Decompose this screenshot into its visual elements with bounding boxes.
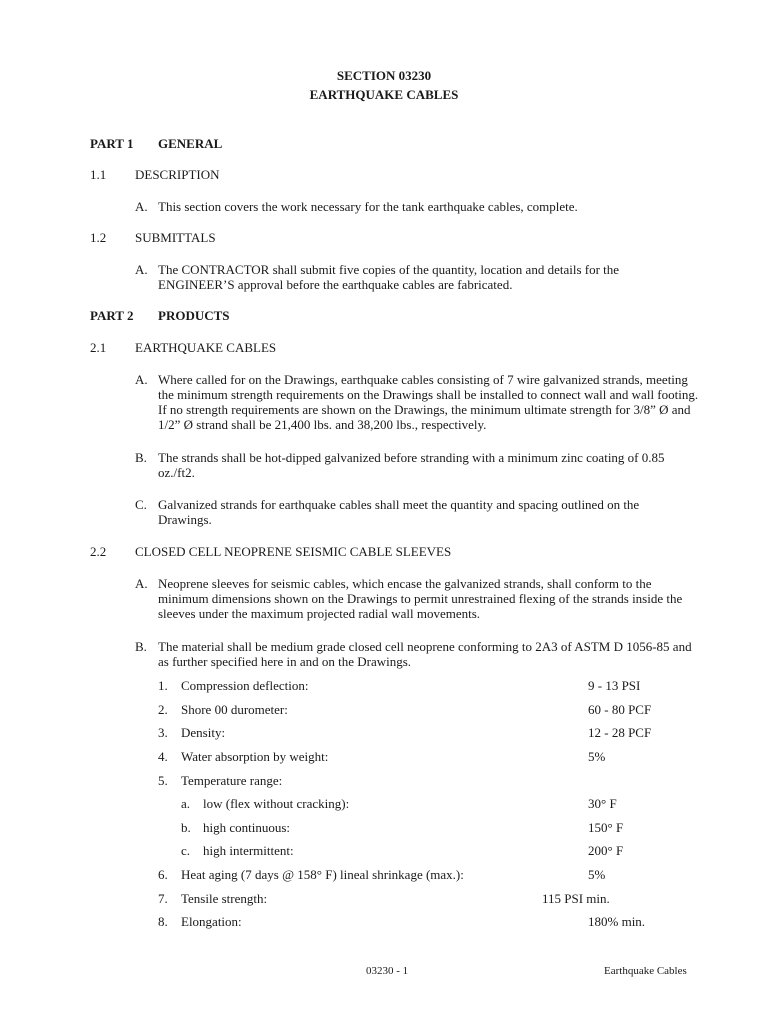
section-1-1-number: 1.1 — [90, 167, 107, 182]
subproperty-letter: c. — [181, 843, 191, 858]
subproperty-letter: a. — [181, 796, 191, 811]
property-number: 4. — [158, 749, 168, 764]
footer-page-number: 03230 - 1 — [366, 965, 409, 977]
subproperty-letter: b. — [181, 820, 191, 835]
section-2-2-title: CLOSED CELL NEOPRENE SEISMIC CABLE SLEEVES — [135, 544, 452, 559]
part2-label: PART 2 — [90, 308, 134, 323]
subproperty-label: high continuous: — [203, 820, 291, 835]
section-2-1-title: EARTHQUAKE CABLES — [135, 340, 277, 355]
part1-label: PART 1 — [90, 136, 134, 151]
footer-title: Earthquake Cables — [604, 965, 687, 977]
property-label: Tensile strength: — [181, 891, 268, 906]
property-label: Temperature range: — [181, 773, 283, 788]
paragraph-2-1-c: Galvanized strands for earthquake cables shall meet the quantity and spacing outlined on the Drawings. — [158, 497, 640, 527]
item-marker: A. — [135, 262, 148, 277]
property-number: 5. — [158, 773, 168, 788]
property-label: Density: — [181, 725, 226, 740]
subproperty-value: 30° F — [588, 796, 617, 811]
paragraph-1-2-a: The CONTRACTOR shall submit five copies of the quantity, location and details for the ENGINEER’S approval before the earthquake cables are fabricated. — [158, 262, 620, 292]
property-value: 5% — [588, 867, 606, 882]
section-title: EARTHQUAKE CABLES — [309, 87, 459, 102]
property-value: 5% — [588, 749, 606, 764]
subproperty-value: 200° F — [588, 843, 624, 858]
property-number: 2. — [158, 702, 168, 717]
property-number: 1. — [158, 678, 168, 693]
paragraph-2-2-a: Neoprene sleeves for seismic cables, which encase the galvanized strands, shall conform to the minimum dimensions shown on the Drawings to permit unrestrained flexing of the strands inside the sleeves under the maximum projected radial wall movements. — [158, 576, 683, 621]
part2-title: PRODUCTS — [158, 308, 230, 323]
item-marker: A. — [135, 199, 148, 214]
section-2-1-number: 2.1 — [90, 340, 107, 355]
property-number: 3. — [158, 725, 168, 740]
property-value: 12 - 28 PCF — [588, 725, 652, 740]
property-number: 8. — [158, 914, 168, 929]
property-value: 180% min. — [588, 914, 646, 929]
subproperty-label: high intermittent: — [203, 843, 294, 858]
property-value: 115 PSI min. — [542, 891, 610, 906]
section-1-1-title: DESCRIPTION — [135, 167, 220, 182]
property-value: 60 - 80 PCF — [588, 702, 652, 717]
section-1-2-number: 1.2 — [90, 230, 107, 245]
section-number: SECTION 03230 — [336, 68, 432, 83]
paragraph-2-1-b: The strands shall be hot-dipped galvanized before stranding with a minimum zinc coating of 0.85 oz./ft2. — [158, 450, 665, 480]
item-marker: B. — [135, 639, 147, 654]
subproperty-label: low (flex without cracking): — [203, 796, 350, 811]
property-label: Shore 00 durometer: — [181, 702, 288, 717]
item-marker: C. — [135, 497, 147, 512]
property-label: Heat aging (7 days @ 158° F) lineal shrinkage (max.): — [181, 867, 464, 882]
subproperty-value: 150° F — [588, 820, 624, 835]
property-value: 9 - 13 PSI — [588, 678, 641, 693]
property-label: Compression deflection: — [181, 678, 309, 693]
property-number: 7. — [158, 891, 168, 906]
item-marker: B. — [135, 450, 147, 465]
paragraph-2-1-a: Where called for on the Drawings, earthquake cables consisting of 7 wire galvanized strands, meeting the minimum strength requirements on the Drawings shall be installed to connect wall and wall footing. If no strength requirements are shown on the Drawings, the minimum ultimate strength for 3/8” Ø and 1/2” Ø strand shall be 21,400 lbs. and 38,200 lbs., respectively. — [158, 372, 699, 432]
item-marker: A. — [135, 576, 148, 591]
item-marker: A. — [135, 372, 148, 387]
paragraph-1-1-a: This section covers the work necessary for the tank earthquake cables, complete. — [158, 199, 578, 214]
section-1-2-title: SUBMITTALS — [135, 230, 216, 245]
property-number: 6. — [158, 867, 168, 882]
paragraph-2-2-b: The material shall be medium grade closed cell neoprene conforming to 2A3 of ASTM D 1056-85 and as further specified here in and on the Drawings. — [158, 639, 692, 669]
part1-title: GENERAL — [158, 136, 223, 151]
property-label: Elongation: — [181, 914, 242, 929]
property-label: Water absorption by weight: — [181, 749, 329, 764]
section-2-2-number: 2.2 — [90, 544, 107, 559]
